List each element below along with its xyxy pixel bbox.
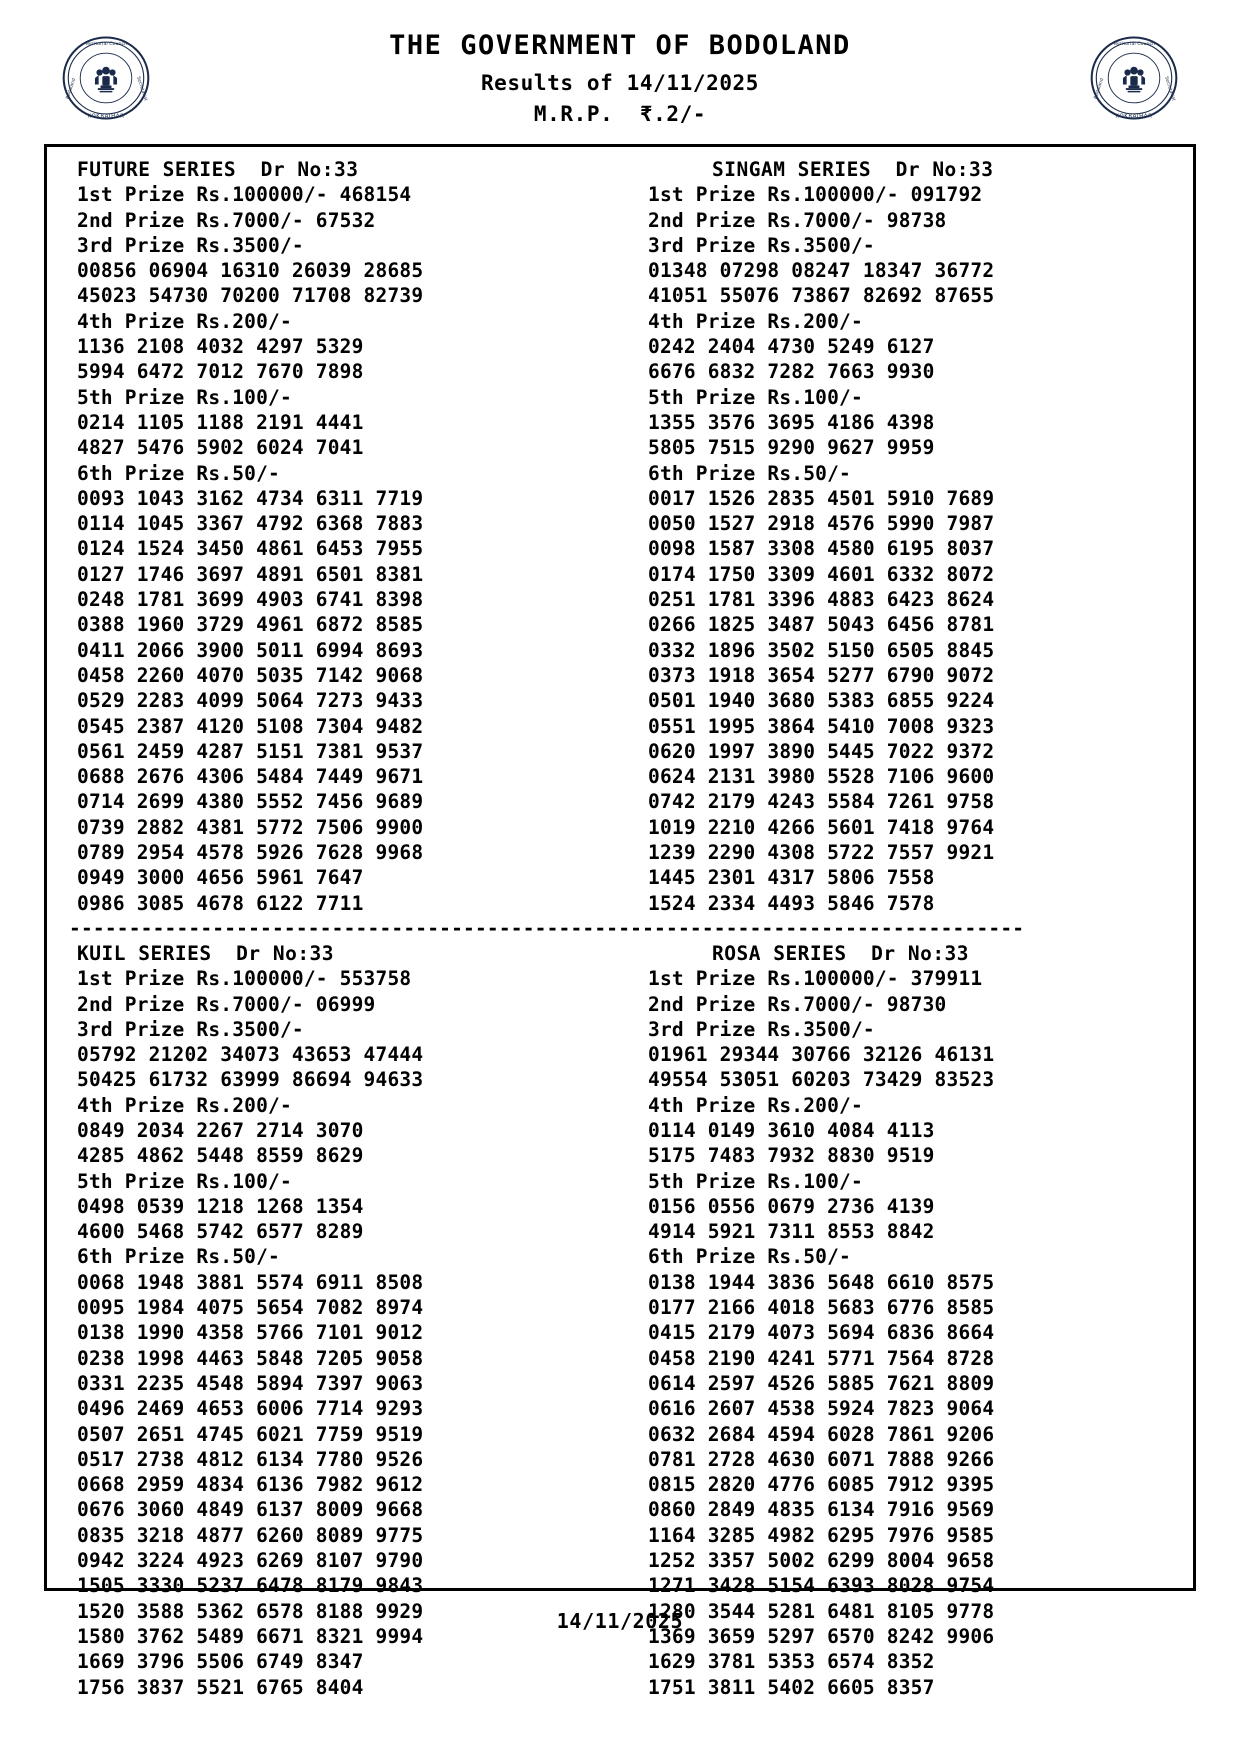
prize-6-number-row: 1369 3659 5297 6570 8242 9906 <box>648 1624 995 1648</box>
prize-4-number-row: 1136 2108 4032 4297 5329 <box>77 335 364 359</box>
prize-5-number-row: 1355 3576 3695 4186 4398 <box>648 410 935 434</box>
prize-6-number-row: 0138 1990 4358 5766 7101 9012 <box>77 1321 424 1345</box>
prize-6-number-row: 0789 2954 4578 5926 7628 9968 <box>77 841 424 865</box>
prize-5-label: 5th Prize Rs.100/- <box>648 385 863 409</box>
prize-4-number-row: 4285 4862 5448 8559 8629 <box>77 1144 364 1168</box>
prize-3-number-row: 45023 54730 70200 71708 82739 <box>77 284 424 308</box>
prize-5-number-row: 0156 0556 0679 2736 4139 <box>648 1194 935 1218</box>
series-block-rosa <box>620 941 1193 1700</box>
prize-6-number-row: 1669 3796 5506 6749 8347 <box>77 1650 364 1674</box>
prize-6-number-row: 0124 1524 3450 4861 6453 7955 <box>77 537 424 561</box>
prize-6-number-row: 0138 1944 3836 5648 6610 8575 <box>648 1270 995 1294</box>
svg-text:Bodoland: Bodoland <box>1093 77 1106 100</box>
prize-6-number-row: 0331 2235 4548 5894 7397 9063 <box>77 1371 424 1395</box>
prize-3-number-row: 05792 21202 34073 43653 47444 <box>77 1043 424 1067</box>
prize-6-label: 6th Prize Rs.50/- <box>77 1245 280 1269</box>
series-block-future <box>47 157 620 916</box>
svg-text:Secretariat: Secretariat <box>1163 76 1176 102</box>
prize-6-number-row: 1445 2301 4317 5806 7558 <box>648 866 935 890</box>
page-header <box>44 18 1196 128</box>
series-title: KUIL SERIES Dr No:33 <box>77 941 335 965</box>
svg-text:KOKRAJHAR: KOKRAJHAR <box>87 113 125 120</box>
prize-6-number-row: 0942 3224 4923 6269 8107 9790 <box>77 1549 424 1573</box>
prize-line-2: 2nd Prize Rs.7000/- 06999 <box>77 992 376 1016</box>
prize-line-1: 1st Prize Rs.100000/- 553758 <box>77 967 412 991</box>
prize-6-number-row: 0815 2820 4776 6085 7912 9395 <box>648 1473 995 1497</box>
prize-6-label: 6th Prize Rs.50/- <box>648 1245 851 1269</box>
prize-4-label: 4th Prize Rs.200/- <box>648 309 863 333</box>
prize-6-number-row: 1239 2290 4308 5722 7557 9921 <box>648 841 995 865</box>
prize-3-number-row: 50425 61732 63999 86694 94633 <box>77 1068 424 1092</box>
prize-5-number-row: 0214 1105 1188 2191 4441 <box>77 410 364 434</box>
prize-5-number-row: 4600 5468 5742 6577 8289 <box>77 1220 364 1244</box>
prize-4-label: 4th Prize Rs.200/- <box>648 1093 863 1117</box>
prize-6-number-row: 1629 3781 5353 6574 8352 <box>648 1650 935 1674</box>
prize-6-number-row: 0714 2699 4380 5552 7456 9689 <box>77 790 424 814</box>
prize-4-label: 4th Prize Rs.200/- <box>77 1093 292 1117</box>
prize-3-number-row: 49554 53051 60203 73429 83523 <box>648 1068 995 1092</box>
prize-6-number-row: 1520 3588 5362 6578 8188 9929 <box>77 1599 424 1623</box>
prize-6-label: 6th Prize Rs.50/- <box>77 461 280 485</box>
prize-6-number-row: 0739 2882 4381 5772 7506 9900 <box>77 815 424 839</box>
prize-6-number-row: 0742 2179 4243 5584 7261 9758 <box>648 790 995 814</box>
prize-6-number-row: 0835 3218 4877 6260 8089 9775 <box>77 1523 424 1547</box>
series-block-singam <box>620 157 1193 916</box>
svg-text:Bodoland: Bodoland <box>65 77 78 100</box>
prize-6-number-row: 1580 3762 5489 6671 8321 9994 <box>77 1624 424 1648</box>
prize-6-number-row: 0332 1896 3502 5150 6505 8845 <box>648 638 995 662</box>
prize-6-number-row: 1019 2210 4266 5601 7418 9764 <box>648 815 995 839</box>
prize-6-number-row: 0551 1995 3864 5410 7008 9323 <box>648 714 995 738</box>
prize-6-number-row: 0174 1750 3309 4601 6332 8072 <box>648 562 995 586</box>
prize-5-number-row: 5805 7515 9290 9627 9959 <box>648 436 935 460</box>
prize-3-number-row: 41051 55076 73867 82692 87655 <box>648 284 995 308</box>
prize-6-number-row: 0561 2459 4287 5151 7381 9537 <box>77 739 424 763</box>
prize-6-number-row: 1252 3357 5002 6299 8004 9658 <box>648 1549 995 1573</box>
prize-line-3: 3rd Prize Rs.3500/- <box>77 1017 304 1041</box>
prize-6-number-row: 0068 1948 3881 5574 6911 8508 <box>77 1270 424 1294</box>
svg-text:Territorial Council: Territorial Council <box>85 41 127 47</box>
series-block-kuil <box>47 941 620 1700</box>
prize-line-1: 1st Prize Rs.100000/- 091792 <box>648 183 983 207</box>
series-title: SINGAM SERIES Dr No:33 <box>712 158 994 181</box>
prize-6-number-row: 0093 1043 3162 4734 6311 7719 <box>77 486 424 510</box>
prize-6-number-row: 0632 2684 4594 6028 7861 9206 <box>648 1422 995 1446</box>
results-date-line: Results of 14/11/2025 <box>480 71 760 96</box>
prize-6-number-row: 0050 1527 2918 4576 5990 7987 <box>648 512 995 536</box>
prize-6-number-row: 0458 2260 4070 5035 7142 9068 <box>77 663 424 687</box>
bodoland-emblem-left-icon <box>60 32 152 124</box>
prize-4-number-row: 0114 0149 3610 4084 4113 <box>648 1118 935 1142</box>
prize-line-1: 1st Prize Rs.100000/- 468154 <box>77 183 412 207</box>
prize-6-number-row: 0114 1045 3367 4792 6368 7883 <box>77 512 424 536</box>
prize-6-number-row: 0496 2469 4653 6006 7714 9293 <box>77 1397 424 1421</box>
prize-line-3: 3rd Prize Rs.3500/- <box>77 233 304 257</box>
prize-6-number-row: 0266 1825 3487 5043 6456 8781 <box>648 613 995 637</box>
svg-text:Territorial Council: Territorial Council <box>1113 41 1155 47</box>
prize-6-number-row: 0177 2166 4018 5683 6776 8585 <box>648 1296 995 1320</box>
prize-6-number-row: 0668 2959 4834 6136 7982 9612 <box>77 1473 424 1497</box>
prize-5-number-row: 0498 0539 1218 1268 1354 <box>77 1194 364 1218</box>
section-divider: -------------------------------------------------------------------------------- <box>69 916 1025 940</box>
prize-6-number-row: 1751 3811 5402 6605 8357 <box>648 1675 935 1699</box>
results-bottom-half <box>47 941 1193 1700</box>
prize-3-number-row: 01348 07298 08247 18347 36772 <box>648 259 995 283</box>
prize-6-number-row: 0507 2651 4745 6021 7759 9519 <box>77 1422 424 1446</box>
prize-6-number-row: 0624 2131 3980 5528 7106 9600 <box>648 765 995 789</box>
prize-6-number-row: 0458 2190 4241 5771 7564 8728 <box>648 1346 995 1370</box>
prize-line-1: 1st Prize Rs.100000/- 379911 <box>648 967 983 991</box>
prize-6-number-row: 0415 2179 4073 5694 6836 8664 <box>648 1321 995 1345</box>
header-text-block <box>44 18 1196 126</box>
results-top-half <box>47 157 1193 916</box>
prize-5-number-row: 4827 5476 5902 6024 7041 <box>77 436 364 460</box>
prize-6-number-row: 0545 2387 4120 5108 7304 9482 <box>77 714 424 738</box>
prize-6-number-row: 0238 1998 4463 5848 7205 9058 <box>77 1346 424 1370</box>
prize-6-number-row: 1524 2334 4493 5846 7578 <box>648 891 935 915</box>
prize-4-label: 4th Prize Rs.200/- <box>77 309 292 333</box>
series-title: ROSA SERIES Dr No:33 <box>712 941 970 965</box>
prize-6-number-row: 0095 1984 4075 5654 7082 8974 <box>77 1296 424 1320</box>
prize-6-number-row: 0620 1997 3890 5445 7022 9372 <box>648 739 995 763</box>
prize-line-3: 3rd Prize Rs.3500/- <box>648 233 875 257</box>
prize-6-number-row: 0529 2283 4099 5064 7273 9433 <box>77 689 424 713</box>
prize-4-number-row: 5175 7483 7932 8830 9519 <box>648 1144 935 1168</box>
prize-6-number-row: 0688 2676 4306 5484 7449 9671 <box>77 765 424 789</box>
prize-line-3: 3rd Prize Rs.3500/- <box>648 1017 875 1041</box>
prize-4-number-row: 0242 2404 4730 5249 6127 <box>648 335 935 359</box>
prize-6-number-row: 0248 1781 3699 4903 6741 8398 <box>77 588 424 612</box>
svg-text:KOKRAJHAR: KOKRAJHAR <box>1115 113 1153 120</box>
prize-6-number-row: 0411 2066 3900 5011 6994 8693 <box>77 638 424 662</box>
footer-date: 14/11/2025 <box>556 1609 684 1633</box>
prize-6-number-row: 0614 2597 4526 5885 7621 8809 <box>648 1371 995 1395</box>
prize-6-number-row: 1271 3428 5154 6393 8028 9754 <box>648 1574 995 1598</box>
prize-5-label: 5th Prize Rs.100/- <box>77 385 292 409</box>
prize-6-label: 6th Prize Rs.50/- <box>648 461 851 485</box>
prize-5-number-row: 4914 5921 7311 8553 8842 <box>648 1220 935 1244</box>
prize-6-number-row: 0373 1918 3654 5277 6790 9072 <box>648 663 995 687</box>
prize-line-2: 2nd Prize Rs.7000/- 98730 <box>648 992 947 1016</box>
prize-4-number-row: 0849 2034 2267 2714 3070 <box>77 1118 364 1142</box>
mrp-line: M.R.P. ₹.2/- <box>533 102 707 127</box>
prize-3-number-row: 00856 06904 16310 26039 28685 <box>77 259 424 283</box>
prize-line-2: 2nd Prize Rs.7000/- 67532 <box>77 208 376 232</box>
prize-6-number-row: 1505 3330 5237 6478 8179 9843 <box>77 1574 424 1598</box>
prize-6-number-row: 0986 3085 4678 6122 7711 <box>77 891 364 915</box>
prize-6-number-row: 0616 2607 4538 5924 7823 9064 <box>648 1397 995 1421</box>
prize-5-label: 5th Prize Rs.100/- <box>648 1169 863 1193</box>
prize-6-number-row: 0501 1940 3680 5383 6855 9224 <box>648 689 995 713</box>
government-title: THE GOVERNMENT OF BODOLAND <box>389 30 851 61</box>
prize-6-number-row: 0517 2738 4812 6134 7780 9526 <box>77 1447 424 1471</box>
prize-6-number-row: 1756 3837 5521 6765 8404 <box>77 1675 364 1699</box>
prize-4-number-row: 6676 6832 7282 7663 9930 <box>648 360 935 384</box>
series-title: FUTURE SERIES Dr No:33 <box>77 158 359 181</box>
prize-5-label: 5th Prize Rs.100/- <box>77 1169 292 1193</box>
prize-6-number-row: 0949 3000 4656 5961 7647 <box>77 866 364 890</box>
prize-6-number-row: 0251 1781 3396 4883 6423 8624 <box>648 588 995 612</box>
prize-6-number-row: 0860 2849 4835 6134 7916 9569 <box>648 1498 995 1522</box>
bodoland-emblem-right-icon <box>1088 32 1180 124</box>
prize-3-number-row: 01961 29344 30766 32126 46131 <box>648 1043 995 1067</box>
prize-4-number-row: 5994 6472 7012 7670 7898 <box>77 360 364 384</box>
prize-line-2: 2nd Prize Rs.7000/- 98738 <box>648 208 947 232</box>
prize-6-number-row: 0388 1960 3729 4961 6872 8585 <box>77 613 424 637</box>
svg-text:Secretariat: Secretariat <box>135 76 148 102</box>
prize-6-number-row: 0098 1587 3308 4580 6195 8037 <box>648 537 995 561</box>
prize-6-number-row: 1164 3285 4982 6295 7976 9585 <box>648 1523 995 1547</box>
prize-6-number-row: 1280 3544 5281 6481 8105 9778 <box>648 1599 995 1623</box>
prize-6-number-row: 0017 1526 2835 4501 5910 7689 <box>648 486 995 510</box>
prize-6-number-row: 0127 1746 3697 4891 6501 8381 <box>77 562 424 586</box>
prize-6-number-row: 0676 3060 4849 6137 8009 9668 <box>77 1498 424 1522</box>
prize-6-number-row: 0781 2728 4630 6071 7888 9266 <box>648 1447 995 1471</box>
